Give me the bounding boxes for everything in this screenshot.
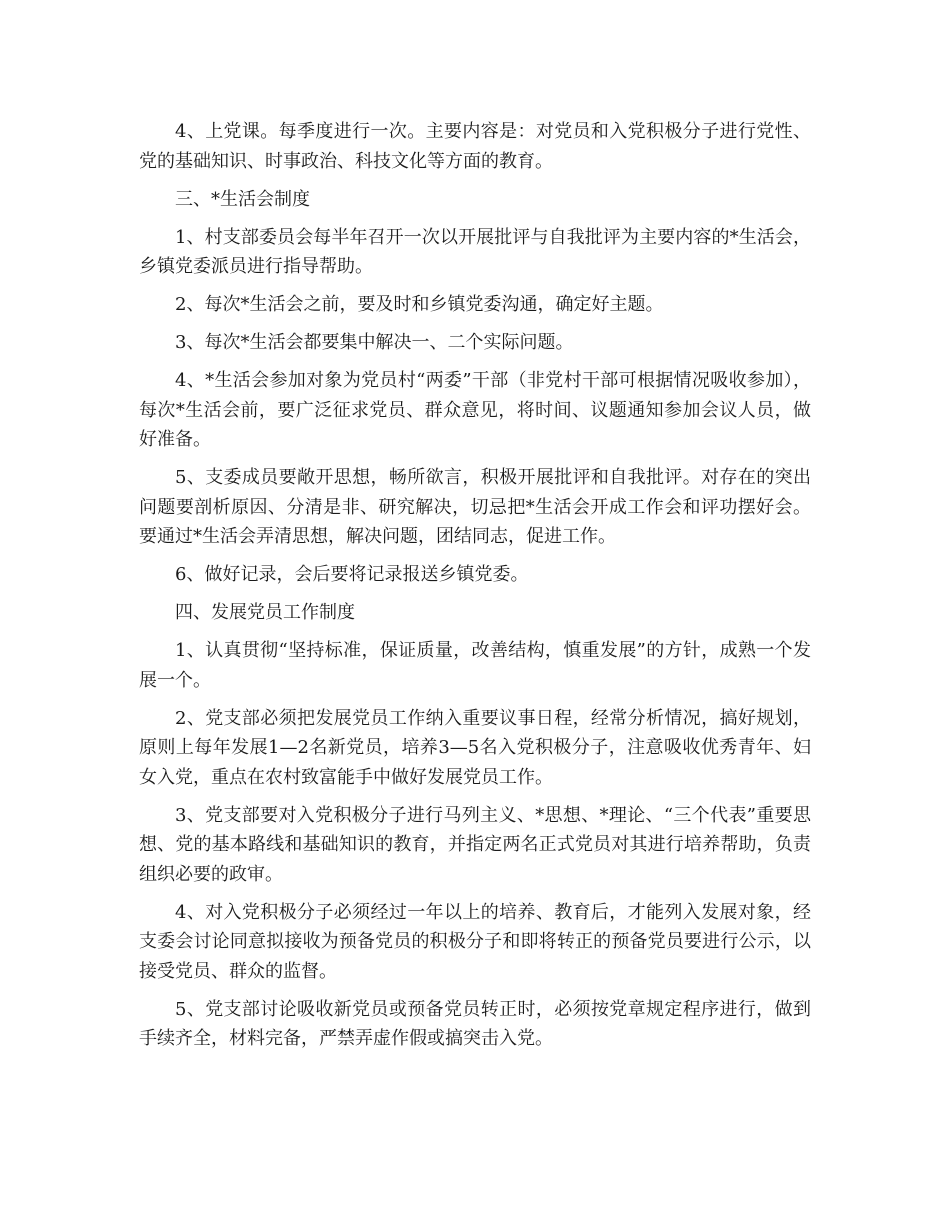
paragraph-development-1: 1、认真贯彻“坚持标准，保证质量，改善结构，慎重发展”的方针，成熟一个发展一个。 — [139, 640, 811, 691]
paragraph-life-meeting-1: 1、村支部委员会每半年召开一次以开展批评与自我批评为主要内容的*生活会，乡镇党委派员进行指导帮助。 — [139, 226, 811, 277]
paragraph-life-meeting-6: 6、做好记录，会后要将记录报送乡镇党委。 — [175, 564, 529, 585]
paragraph-development-4: 4、对入党积极分子必须经过一年以上的培养、教育后，才能列入发展对象，经支委会讨论同意拟接收为预备党员的积极分子和即将转正的预备党员要进行公示，以接受党员、群众的监督。 — [139, 901, 811, 982]
paragraph-party-lecture: 4、上党课。每季度进行一次。主要内容是：对党员和入党积极分子进行党性、党的基础知识、时事政治、科技文化等方面的教育。 — [139, 121, 811, 172]
document-body — [139, 117, 811, 1062]
paragraph-life-meeting-4: 4、*生活会参加对象为党员村“两委”干部（非党村干部可根据情况吸收参加），每次*生活会前，要广泛征求党员、群众意见，将时间、议题通知参加会议人员，做好准备。 — [139, 370, 811, 450]
paragraph-life-meeting-2: 2、每次*生活会之前，要及时和乡镇党委沟通，确定好主题。 — [175, 294, 664, 315]
section-heading-member-development: 四、发展党员工作制度 — [175, 602, 355, 623]
section-heading-life-meeting: 三、*生活会制度 — [175, 188, 310, 210]
paragraph-development-3: 3、党支部要对入党积极分子进行马列主义、*思想、*理论、“三个代表”重要思想、党的基本路线和基础知识的教育，并指定两名正式党员对其进行培养帮助，负责组织必要的政审。 — [139, 804, 811, 885]
paragraph-development-2: 2、党支部必须把发展党员工作纳入重要议事日程，经常分析情况，搞好规划，原则上每年发展1—2名新党员，培养3—5名入党积极分子，注意吸收优秀青年、妇女入党，重点在农村致富能手中做好发展党员工作。 — [139, 707, 811, 788]
paragraph-development-5: 5、党支部讨论吸收新党员或预备党员转正时，必须按党章规定程序进行，做到手续齐全，材料完备，严禁弄虚作假或搞突击入党。 — [139, 998, 811, 1049]
paragraph-life-meeting-5: 5、支委成员要敞开思想，畅所欲言，积极开展批评和自我批评。对存在的突出问题要剖析原因、分清是非、研究解决，切忌把*生活会开成工作会和评功摆好会。要通过*生活会弄清思想，解决问题，团结同志，促进工作。 — [139, 467, 811, 547]
paragraph-life-meeting-3: 3、每次*生活会都要集中解决一、二个实际问题。 — [175, 332, 574, 353]
